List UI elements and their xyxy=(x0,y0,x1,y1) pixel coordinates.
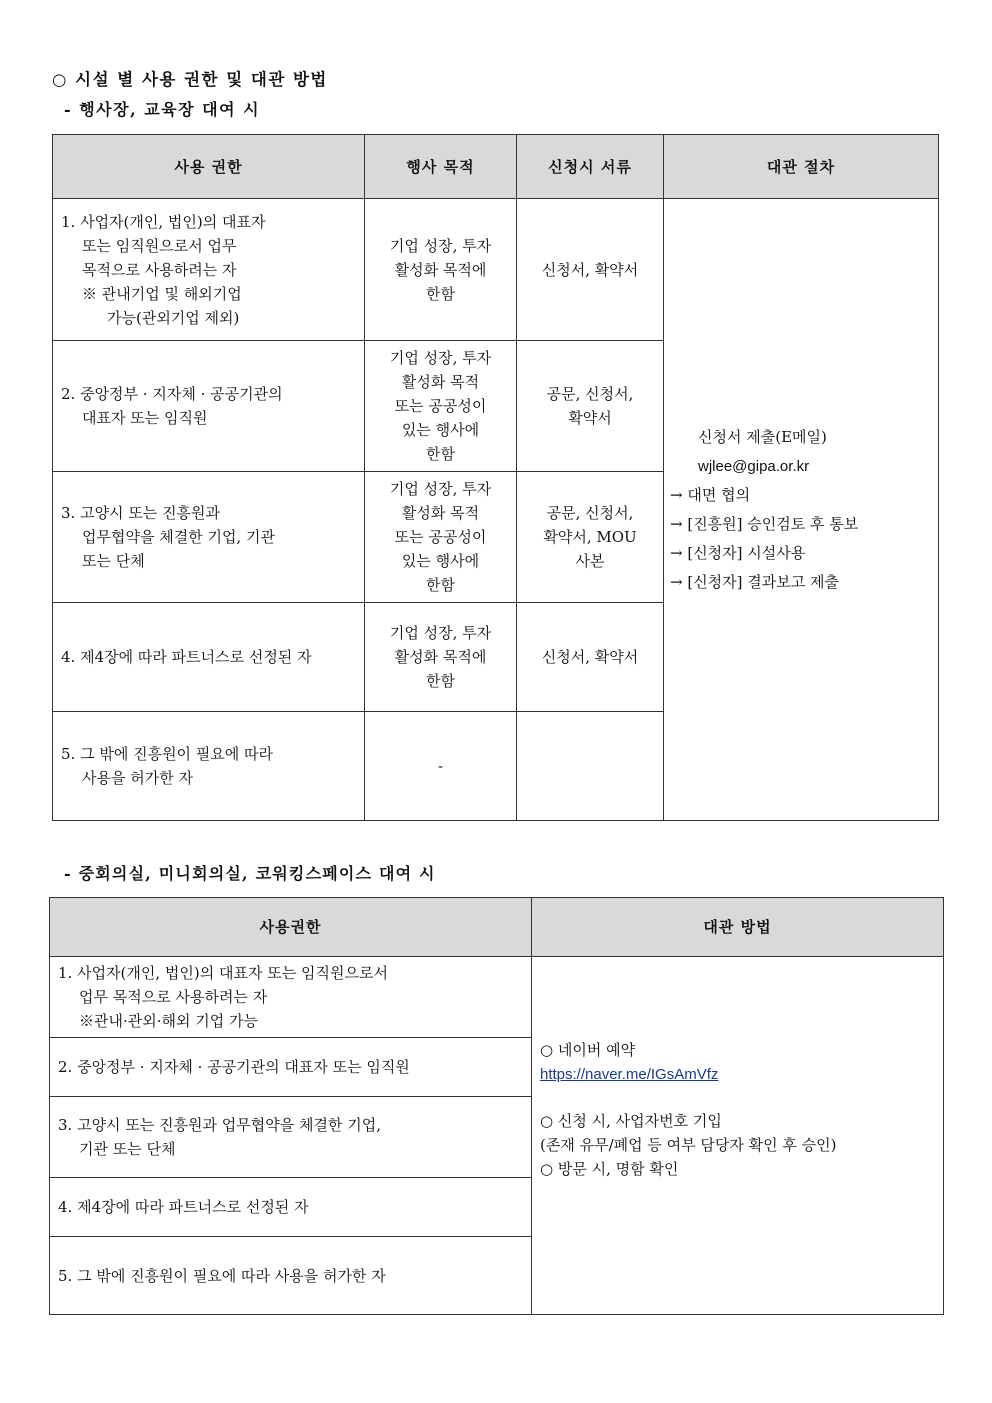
header-procedure: 대관 절차 xyxy=(664,135,939,199)
authority-cell: 2. 중앙정부 · 지자체 · 공공기관의 대표자 또는 임직원 xyxy=(53,341,365,472)
event-hall-table xyxy=(52,134,939,821)
header-authority: 사용 권한 xyxy=(53,135,365,199)
contact-email: wjlee@gipa.or.kr xyxy=(698,457,810,475)
purpose-cell: 기업 성장, 투자 활성화 목적에 한함 xyxy=(365,603,517,712)
authority-cell: 2. 중앙정부 · 지자체 · 공공기관의 대표자 또는 임직원 xyxy=(50,1038,532,1097)
table-row xyxy=(50,957,944,1038)
table-row xyxy=(53,199,939,341)
section2-title: - 중회의실, 미니회의실, 코워킹스페이스 대여 시 xyxy=(64,864,436,883)
authority-cell: 3. 고양시 또는 진흥원과 업무협약을 체결한 기업, 기관 또는 단체 xyxy=(53,472,365,603)
section1-title: - 행사장, 교육장 대여 시 xyxy=(64,100,261,119)
naver-booking-link[interactable]: https://naver.me/IGsAmVfz xyxy=(540,1066,719,1083)
purpose-cell: 기업 성장, 투자 활성화 목적 또는 공공성이 있는 행사에 한함 xyxy=(365,341,517,472)
method-cell: ○ 네이버 예약 https://naver.me/IGsAmVfz ○ 신청 시, 사업자번호 기입 (존재 유무/폐업 등 여부 담당자 확인 후 승인) ○ 방문 시, 명함 확인 xyxy=(532,957,944,1315)
purpose-cell: 기업 성장, 투자 활성화 목적에 한함 xyxy=(365,199,517,341)
authority-cell: 1. 사업자(개인, 법인)의 대표자 또는 임직원으로서 업무 목적으로 사용하려는 자 ※관내·관외·해외 기업 가능 xyxy=(50,957,532,1038)
header-authority: 사용권한 xyxy=(50,898,532,957)
authority-cell: 4. 제4장에 따라 파트너스로 선정된 자 xyxy=(53,603,365,712)
authority-cell: 5. 그 밖에 진흥원이 필요에 따라 사용을 허가한 자 xyxy=(50,1237,532,1315)
procedure-cell: 신청서 제출(E메일) wjlee@gipa.or.kr → 대면 협의 → [진흥원] 승인검토 후 통보 → [신청자] 시설사용 → [신청자] 결과보고 제출 xyxy=(664,199,939,821)
docs-cell xyxy=(517,712,664,821)
docs-cell: 신청서, 확약서 xyxy=(517,199,664,341)
authority-cell: 3. 고양시 또는 진흥원과 업무협약을 체결한 기업, 기관 또는 단체 xyxy=(50,1097,532,1178)
meeting-room-table xyxy=(49,897,944,1315)
authority-cell: 5. 그 밖에 진흥원이 필요에 따라 사용을 허가한 자 xyxy=(53,712,365,821)
header-docs: 신청시 서류 xyxy=(517,135,664,199)
authority-cell: 4. 제4장에 따라 파트너스로 선정된 자 xyxy=(50,1178,532,1237)
purpose-cell: - xyxy=(365,712,517,821)
main-heading: ○ 시설 별 사용 권한 및 대관 방법 xyxy=(52,70,328,89)
docs-cell: 신청서, 확약서 xyxy=(517,603,664,712)
authority-cell: 1. 사업자(개인, 법인)의 대표자 또는 임직원으로서 업무 목적으로 사용하려는 자 ※ 관내기업 및 해외기업 가능(관외기업 제외) xyxy=(53,199,365,341)
header-method: 대관 방법 xyxy=(532,898,944,957)
docs-cell: 공문, 신청서, 확약서 xyxy=(517,341,664,472)
docs-cell: 공문, 신청서, 확약서, MOU 사본 xyxy=(517,472,664,603)
header-purpose: 행사 목적 xyxy=(365,135,517,199)
purpose-cell: 기업 성장, 투자 활성화 목적 또는 공공성이 있는 행사에 한함 xyxy=(365,472,517,603)
